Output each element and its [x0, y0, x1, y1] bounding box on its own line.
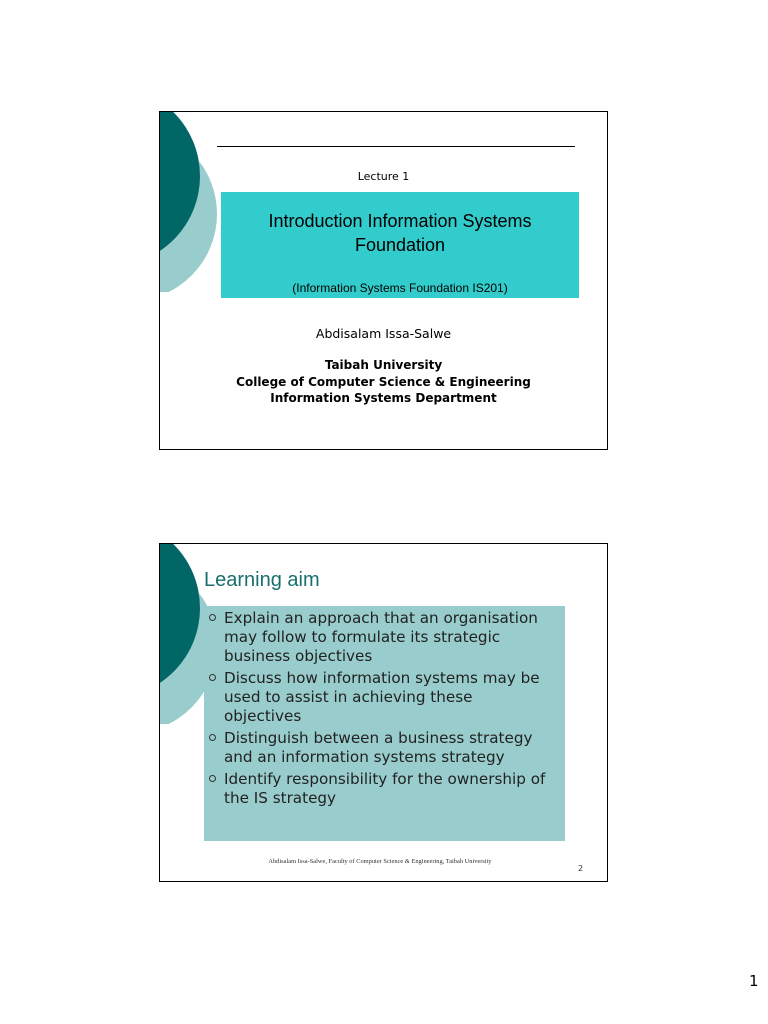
content-box — [204, 606, 565, 841]
lecture-label: Lecture 1 — [357, 170, 410, 183]
title-rule — [217, 146, 575, 147]
bullet-text-line: used to assist in achieving these — [224, 688, 473, 706]
university-name: Taibah University — [324, 358, 443, 372]
college-name: College of Computer Science & Engineering — [236, 374, 531, 389]
department-name: Information Systems Department — [270, 391, 497, 405]
bullet-text-line: and an information systems strategy — [224, 748, 505, 766]
slide-footer: Abdisalam Issa-Salwe, Faculty of Computer Science & Engineering, Taibah University — [268, 858, 492, 865]
bullet-text-line: Identify responsibility for the ownership of — [224, 770, 546, 788]
list-item — [204, 609, 565, 666]
title-box — [221, 192, 579, 298]
slide-2 — [159, 543, 608, 882]
slide-decoration — [160, 112, 220, 292]
circle-bullet-icon — [209, 614, 216, 621]
list-item — [204, 770, 565, 808]
list-item — [204, 669, 565, 726]
circle-bullet-icon — [209, 775, 216, 782]
bullet-text-line: Explain an approach that an organisation — [224, 609, 538, 627]
bullet-list — [204, 609, 565, 811]
bullet-text-line: Distinguish between a business strategy — [224, 729, 533, 747]
page-number: 1 — [749, 972, 759, 990]
bullet-text-line: may follow to formulate its strategic — [224, 628, 501, 646]
list-item — [204, 729, 565, 767]
course-subtitle: (Information Systems Foundation IS201) — [292, 281, 508, 295]
bullet-text-line: objectives — [224, 707, 302, 725]
slide-title: Introduction Information Systems Foundation — [268, 211, 532, 255]
author-name: Abdisalam Issa-Salwe — [315, 326, 452, 341]
slide-number: 2 — [578, 864, 584, 873]
circle-bullet-icon — [209, 674, 216, 681]
institution-block — [160, 357, 607, 407]
bullet-text-line: the IS strategy — [224, 789, 337, 807]
circle-bullet-icon — [209, 734, 216, 741]
slide-1 — [159, 111, 608, 450]
bullet-text-line: business objectives — [224, 647, 373, 665]
slide-heading: Learning aim — [204, 569, 320, 591]
bullet-text-line: Discuss how information systems may be — [224, 669, 540, 687]
